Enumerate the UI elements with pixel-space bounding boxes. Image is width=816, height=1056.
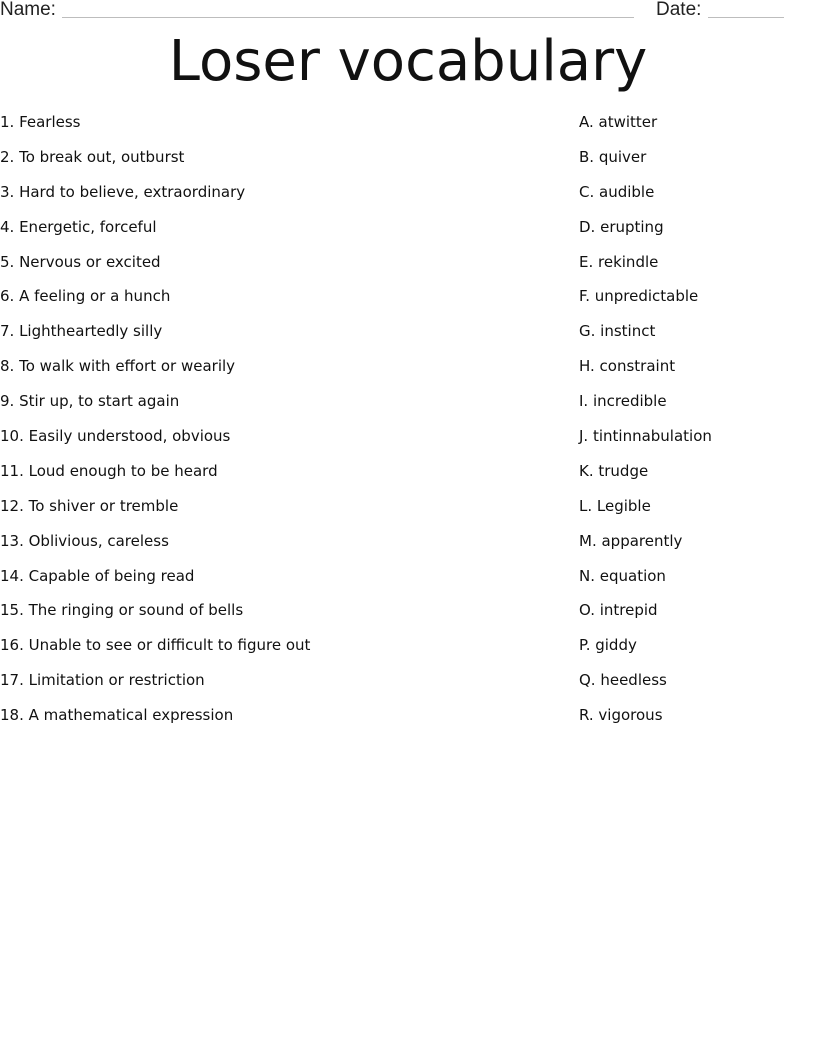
clue-item: 9. Stir up, to start again: [0, 392, 180, 411]
answer-item: H. constraint: [579, 357, 676, 376]
clue-item: 6. A feeling or a hunch: [0, 287, 171, 306]
clue-item: 3. Hard to believe, extraordinary: [0, 182, 246, 201]
name-label: Name:: [0, 0, 56, 20]
clue-item: 10. Easily understood, obvious: [0, 427, 231, 446]
clue-item: 5. Nervous or excited: [0, 252, 161, 271]
clue-item: 1. Fearless: [0, 113, 81, 131]
answer-item: D. erupting: [579, 217, 664, 236]
clue-item: 15. The ringing or sound of bells: [0, 601, 244, 620]
answer-item: E. rekindle: [579, 252, 659, 271]
worksheet-header: [0, 0, 816, 22]
answer-item: G. instinct: [579, 322, 656, 341]
answer-item: A. atwitter: [579, 113, 658, 131]
clue-item: 7. Lightheartedly silly: [0, 322, 163, 341]
page-title: Loser vocabulary: [168, 29, 648, 94]
answer-item: C. audible: [579, 182, 655, 201]
answer-item: I. incredible: [579, 392, 667, 411]
answer-item: F. unpredictable: [579, 287, 699, 306]
clue-item: 17. Limitation or restriction: [0, 671, 205, 690]
answer-item: N. equation: [579, 566, 666, 585]
clue-item: 11. Loud enough to be heard: [0, 461, 218, 480]
answer-item: L. Legible: [579, 496, 651, 515]
answer-item: J. tintinnabulation: [579, 427, 712, 446]
clue-item: 13. Oblivious, careless: [0, 531, 169, 550]
answer-item: O. intrepid: [579, 601, 658, 620]
clue-item: 8. To walk with effort or wearily: [0, 357, 236, 376]
clue-list: [0, 112, 560, 740]
answer-item: Q. heedless: [579, 671, 667, 690]
clue-item: 14. Capable of being read: [0, 566, 195, 585]
answer-list: [579, 112, 809, 740]
clue-item: 4. Energetic, forceful: [0, 217, 157, 236]
name-field-line[interactable]: [62, 17, 634, 18]
clue-item: 12. To shiver or tremble: [0, 496, 179, 515]
answer-item: B. quiver: [579, 147, 647, 166]
clue-item: 18. A mathematical expression: [0, 706, 234, 725]
answer-item: K. trudge: [579, 461, 649, 480]
answer-item: M. apparently: [579, 531, 683, 550]
answer-item: P. giddy: [579, 636, 637, 655]
date-field-line[interactable]: [708, 17, 784, 18]
date-label: Date:: [656, 0, 702, 20]
clue-item: 2. To break out, outburst: [0, 147, 185, 166]
answer-item: R. vigorous: [579, 706, 663, 725]
clue-item: 16. Unable to see or difficult to figure out: [0, 636, 311, 655]
